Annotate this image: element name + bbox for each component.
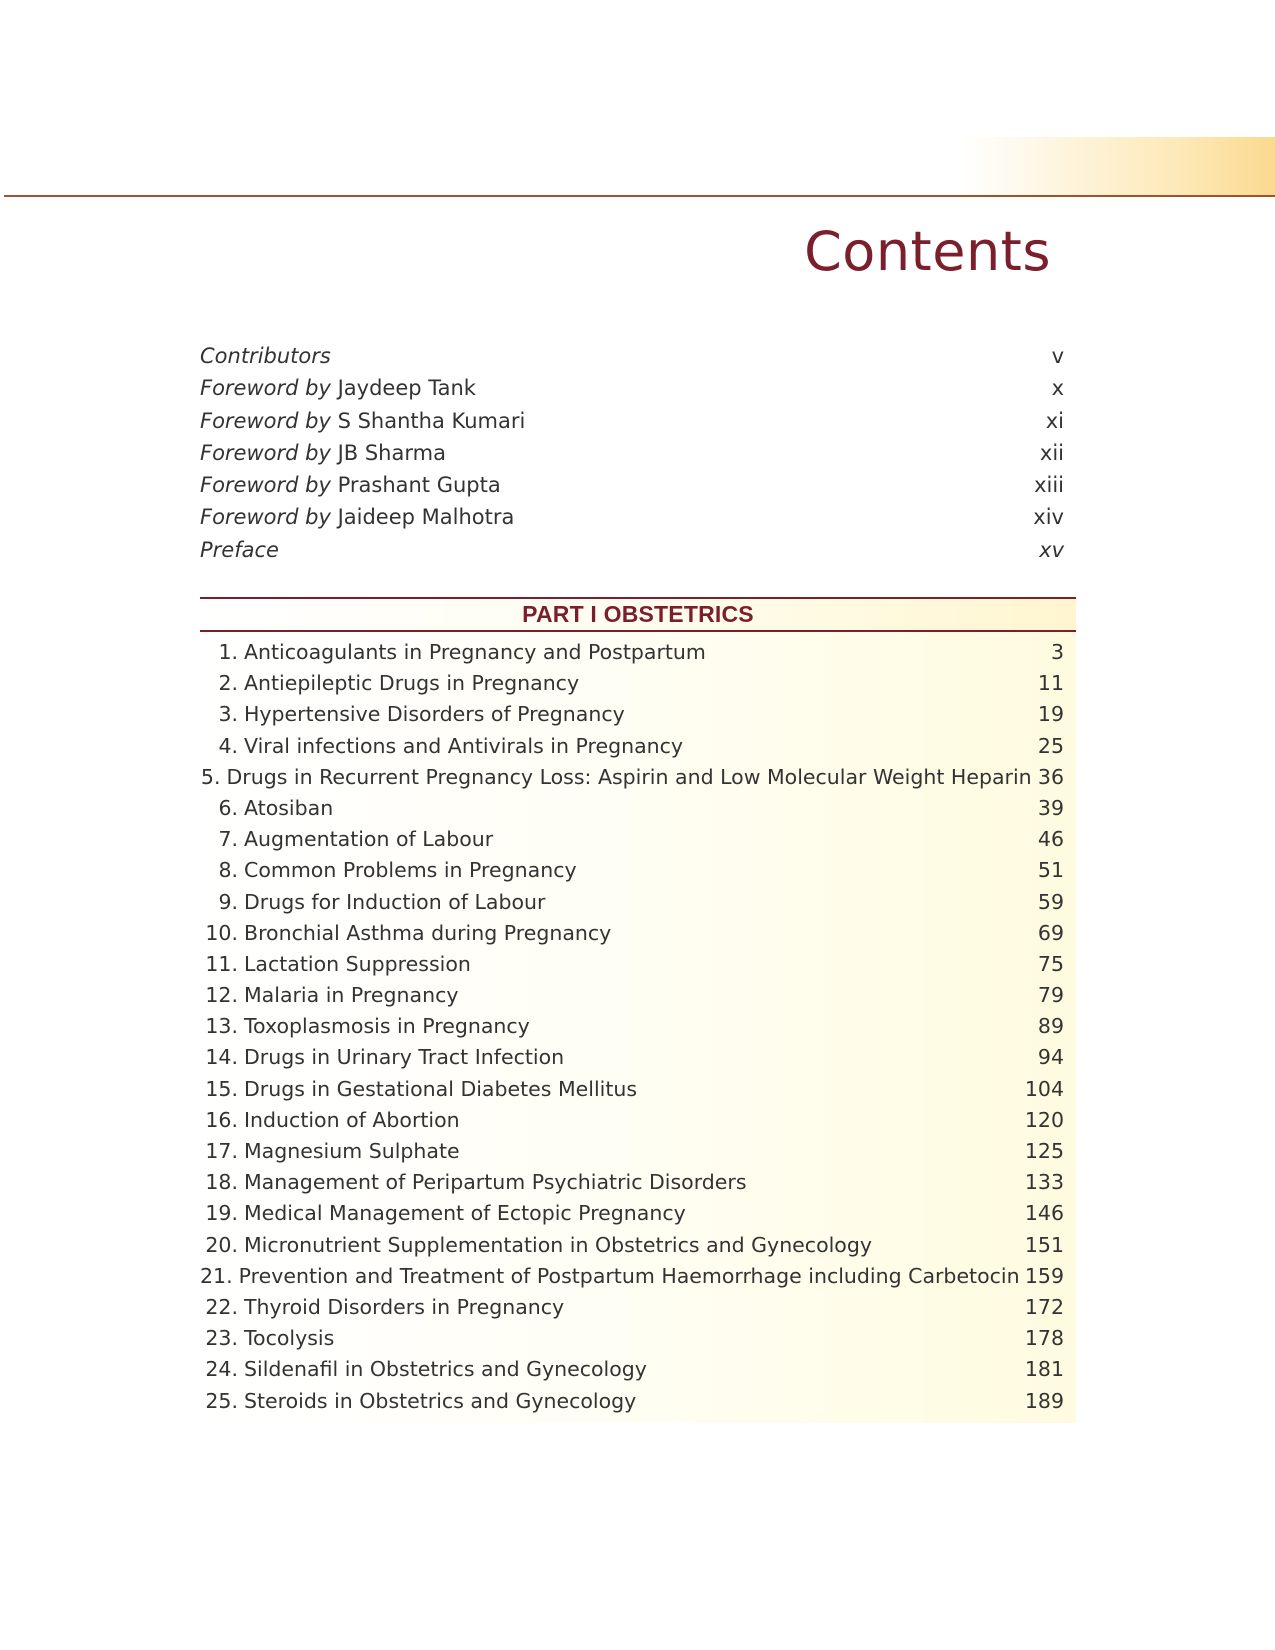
chapter-page-number: 178 <box>1024 1326 1064 1351</box>
chapter-entry[interactable] <box>200 1264 1076 1295</box>
chapter-title: Drugs in Recurrent Pregnancy Loss: Aspirin and Low Molecular Weight Heparin <box>226 764 1032 789</box>
chapter-entry[interactable] <box>200 734 1076 765</box>
chapter-page-number: 181 <box>1024 1357 1064 1382</box>
chapter-page-number: 59 <box>1037 889 1064 914</box>
chapter-title: Antiepileptic Drugs in Pregnancy <box>244 671 580 696</box>
chapter-page-number: 11 <box>1037 671 1064 696</box>
chapter-title: Management of Peripartum Psychiatric Disorders <box>244 1170 747 1195</box>
prelim-title-italic: Preface <box>200 537 279 562</box>
chapter-page-number: 3 <box>1050 640 1064 664</box>
chapter-title: Drugs in Gestational Diabetes Mellitus <box>244 1076 638 1101</box>
chapter-entry[interactable] <box>200 1389 1076 1420</box>
chapter-page-number: 79 <box>1037 983 1064 1008</box>
chapter-entry[interactable] <box>200 1170 1076 1201</box>
chapter-title: Malaria in Pregnancy <box>244 983 459 1008</box>
chapter-number: 9. <box>218 889 238 914</box>
chapter-entry[interactable] <box>200 1326 1076 1357</box>
chapter-page-number: 159 <box>1024 1263 1064 1288</box>
header-gradient-band <box>960 137 1275 195</box>
chapter-entry[interactable] <box>200 1108 1076 1139</box>
prelim-title <box>200 409 525 433</box>
chapter-page-number: 189 <box>1024 1388 1064 1413</box>
chapter-number: 10. <box>205 920 238 945</box>
prelim-entry[interactable] <box>200 376 1066 408</box>
prelim-entry[interactable] <box>200 538 1066 570</box>
chapter-title: Hypertensive Disorders of Pregnancy <box>244 702 625 727</box>
prelim-title-name: JB Sharma <box>330 440 446 465</box>
chapter-title: Induction of Abortion <box>244 1107 460 1132</box>
chapter-entry[interactable] <box>200 983 1076 1014</box>
chapter-entry[interactable] <box>200 1295 1076 1326</box>
chapter-entry[interactable] <box>200 890 1076 921</box>
prelim-page-number: xiii <box>1034 473 1064 498</box>
header-rule <box>4 195 1275 197</box>
part-section <box>200 597 1076 1423</box>
prelims-list <box>200 344 1066 570</box>
chapter-number: 20. <box>205 1232 238 1257</box>
chapter-entry[interactable] <box>200 640 1076 671</box>
prelim-entry[interactable] <box>200 441 1066 473</box>
prelim-entry[interactable] <box>200 505 1066 537</box>
chapter-number: 14. <box>205 1045 238 1070</box>
chapter-entry[interactable] <box>200 1014 1076 1045</box>
chapter-entry[interactable] <box>200 858 1076 889</box>
chapter-number: 1. <box>218 640 238 664</box>
chapter-page-number: 146 <box>1024 1201 1064 1226</box>
chapter-number: 25. <box>205 1388 238 1413</box>
chapter-number: 8. <box>218 858 238 883</box>
chapter-page-number: 94 <box>1037 1045 1064 1070</box>
prelim-page-number: v <box>1051 344 1064 368</box>
chapter-page-number: 51 <box>1037 858 1064 883</box>
chapter-page-number: 25 <box>1037 733 1064 758</box>
chapter-title: Drugs for Induction of Labour <box>244 889 546 914</box>
prelim-title-name: S Shantha Kumari <box>330 408 526 433</box>
prelim-entry[interactable] <box>200 409 1066 441</box>
chapter-title: Thyroid Disorders in Pregnancy <box>244 1294 565 1319</box>
chapter-page-number: 75 <box>1037 951 1064 976</box>
chapter-title: Viral infections and Antivirals in Pregnancy <box>244 733 684 758</box>
chapter-page-number: 46 <box>1037 827 1064 852</box>
chapter-entry[interactable] <box>200 765 1076 796</box>
prelim-title-italic: Foreword by <box>200 440 331 465</box>
chapter-title: Bronchial Asthma during Pregnancy <box>244 920 612 945</box>
chapter-entry[interactable] <box>200 921 1076 952</box>
chapter-title: Steroids in Obstetrics and Gynecology <box>244 1388 637 1413</box>
chapter-title: Tocolysis <box>244 1326 335 1351</box>
prelim-title <box>200 473 501 497</box>
chapter-page-number: 104 <box>1024 1076 1064 1101</box>
chapter-title: Drugs in Urinary Tract Infection <box>244 1045 565 1070</box>
chapter-number: 13. <box>205 1014 238 1039</box>
chapter-number: 15. <box>205 1076 238 1101</box>
chapter-title: Medical Management of Ectopic Pregnancy <box>244 1201 686 1226</box>
chapter-number: 7. <box>218 827 238 852</box>
prelim-page-number: x <box>1051 376 1064 401</box>
prelim-title <box>200 538 279 562</box>
chapter-title: Magnesium Sulphate <box>244 1139 460 1163</box>
chapter-number: 22. <box>205 1294 238 1319</box>
chapter-page-number: 39 <box>1037 795 1064 820</box>
prelim-title-name: Jaydeep Tank <box>330 376 476 401</box>
prelim-page-number: xii <box>1039 440 1064 465</box>
chapter-number: 16. <box>205 1107 238 1132</box>
chapter-entry[interactable] <box>200 702 1076 733</box>
chapter-entry[interactable] <box>200 796 1076 827</box>
chapter-number: 24. <box>205 1357 238 1382</box>
prelim-title <box>200 344 331 368</box>
chapter-number: 4. <box>218 733 238 758</box>
chapter-entry[interactable] <box>200 1045 1076 1076</box>
chapter-title: Micronutrient Supplementation in Obstetrics and Gynecology <box>244 1232 872 1257</box>
chapter-page-number: 151 <box>1024 1232 1064 1257</box>
chapter-page-number: 133 <box>1024 1170 1064 1195</box>
prelim-page-number: xv <box>1039 537 1064 562</box>
prelim-title-italic: Foreword by <box>200 408 331 433</box>
chapter-title: Toxoplasmosis in Pregnancy <box>244 1014 530 1039</box>
part-label: PART I OBSTETRICS <box>522 601 754 627</box>
chapter-title: Common Problems in Pregnancy <box>244 858 577 883</box>
prelim-title <box>200 505 514 529</box>
chapter-page-number: 89 <box>1037 1014 1064 1039</box>
prelim-entry[interactable] <box>200 344 1066 376</box>
chapter-page-number: 36 <box>1037 764 1064 789</box>
prelim-page-number: xi <box>1045 408 1064 433</box>
prelim-title-italic: Contributors <box>200 344 331 368</box>
chapter-number: 5. <box>200 764 221 789</box>
chapter-number: 6. <box>218 795 238 820</box>
chapter-entry[interactable] <box>200 1357 1076 1388</box>
chapter-page-number: 125 <box>1024 1139 1064 1163</box>
chapter-number: 3. <box>218 702 238 727</box>
chapter-entry[interactable] <box>200 952 1076 983</box>
chapter-entry[interactable] <box>200 1233 1076 1264</box>
chapter-page-number: 19 <box>1037 702 1064 727</box>
prelim-title <box>200 376 476 400</box>
prelim-title-italic: Foreword by <box>200 505 331 530</box>
chapter-number: 2. <box>218 671 238 696</box>
chapter-title: Sildenafil in Obstetrics and Gynecology <box>244 1357 647 1382</box>
chapter-page-number: 120 <box>1024 1107 1064 1132</box>
page-title: Contents <box>804 220 1051 283</box>
chapter-page-number: 69 <box>1037 920 1064 945</box>
chapter-number: 17. <box>205 1139 238 1163</box>
chapter-entry[interactable] <box>200 1201 1076 1232</box>
prelim-title-name: Jaideep Malhotra <box>330 505 515 530</box>
chapter-entry[interactable] <box>200 671 1076 702</box>
prelim-title <box>200 441 446 465</box>
part-header <box>200 597 1076 632</box>
chapter-number: 19. <box>205 1201 238 1226</box>
chapter-title: Anticoagulants in Pregnancy and Postpartum <box>244 640 706 664</box>
chapter-entry[interactable] <box>200 1139 1076 1170</box>
chapter-title: Atosiban <box>244 795 334 820</box>
chapter-number: 23. <box>205 1326 238 1351</box>
prelim-entry[interactable] <box>200 473 1066 505</box>
chapter-title: Prevention and Treatment of Postpartum Haemorrhage including Carbetocin <box>238 1263 1020 1288</box>
chapter-title: Lactation Suppression <box>244 951 471 976</box>
prelim-title-italic: Foreword by <box>200 473 331 498</box>
chapter-number: 18. <box>205 1170 238 1195</box>
prelim-title-name: Prashant Gupta <box>330 473 501 498</box>
chapter-title: Augmentation of Labour <box>244 827 494 852</box>
prelim-page-number: xiv <box>1033 505 1064 530</box>
chapter-number: 11. <box>205 951 238 976</box>
prelim-title-italic: Foreword by <box>200 376 331 401</box>
chapter-number: 12. <box>205 983 238 1008</box>
chapter-page-number: 172 <box>1024 1294 1064 1319</box>
chapter-number: 21. <box>200 1263 233 1288</box>
chapter-list <box>200 640 1076 1420</box>
chapter-entry[interactable] <box>200 1077 1076 1108</box>
chapter-entry[interactable] <box>200 827 1076 858</box>
